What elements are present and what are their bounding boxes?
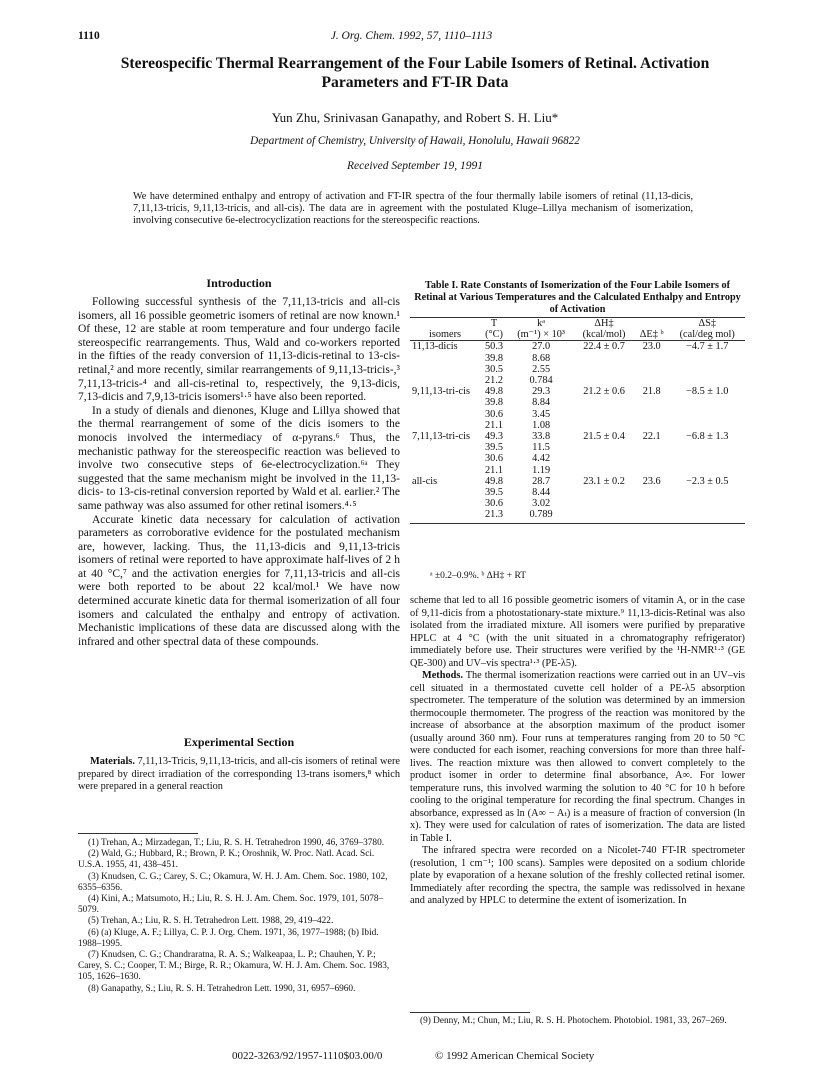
table-row — [410, 341, 745, 353]
table-cell — [634, 409, 670, 420]
table-header-cell: ΔE‡ ᵇ — [634, 329, 670, 341]
table-cell — [634, 397, 670, 408]
table-row — [410, 364, 745, 375]
table-header-cell: (°C) — [480, 329, 508, 341]
footnote-rule — [410, 1012, 530, 1013]
right-column-body — [410, 595, 745, 908]
table-cell: −8.5 ± 1.0 — [686, 386, 729, 398]
table-cell — [669, 375, 745, 386]
table-cell — [669, 509, 745, 523]
table-cell — [634, 375, 670, 386]
table-cell: 0.784 — [529, 375, 553, 387]
table-cell — [574, 487, 634, 498]
table-caption: Table I. Rate Constants of Isomerization of the Four Labile Isomers of Retinal at Various Temperatures and the Calculated Enthalpy and Entropy of Activation — [414, 280, 741, 315]
table-cell: 2.55 — [532, 363, 551, 375]
table-cell: 3.45 — [532, 408, 551, 420]
intro-paragraph: In a study of dienals and dienones, Kluge and Lillya showed that the thermal rearrangement of some of the dicis isomers to the monocis involved the intermediacy of α-pyrans.⁶ Thus, the mechanistic pathway for the stereospecific reaction was believed to involve two consecutive steps of 6e-electrocyclization.⁶ᵃ They suggested that the same mechanism might be involved in the 11,13-dicis- to 13-cis-retinal conversion reported by Wald et al. earlier.² The same pathway was also assumed for other retinal isomers.⁴·⁵ — [78, 404, 400, 512]
received-date: Received September 19, 1991 — [346, 160, 484, 172]
table-cell: 50.3 — [485, 341, 504, 353]
footnote: (3) Knudsen, C. G.; Carey, S. C.; Okamura, W. H. J. Am. Chem. Soc. 1980, 102, 6355–6356. — [78, 871, 388, 893]
table-row — [410, 442, 745, 453]
table-cell: 30.6 — [485, 453, 504, 465]
table-cell: 8.84 — [532, 397, 551, 409]
table-cell — [410, 487, 480, 498]
table-header-cell: (m⁻¹) × 10³ — [508, 329, 574, 341]
table-cell: 0.789 — [508, 509, 574, 523]
table-header-cell: (kcal/mol) — [574, 329, 634, 341]
table-cell — [669, 397, 745, 408]
table-cell — [574, 465, 634, 476]
table-cell — [669, 453, 745, 464]
table-cell — [574, 353, 634, 364]
table-cell — [574, 420, 634, 431]
table-cell — [634, 498, 670, 509]
table-cell: 23.6 — [642, 475, 661, 487]
table-footnote: ᵃ ±0.2–0.9%. ᵇ ΔH‡ + RT — [430, 571, 527, 581]
table-cell — [410, 420, 480, 431]
table-cell: 7,11,13-tri-cis — [412, 431, 470, 443]
table-cell — [410, 364, 480, 375]
table-cell: 9,11,13-tri-cis — [412, 386, 470, 398]
table-cell — [410, 509, 480, 523]
table-cell — [634, 353, 670, 364]
affiliation: Department of Chemistry, University of Hawaii, Honolulu, Hawaii 96822 — [250, 135, 580, 147]
table-row — [410, 465, 745, 476]
table-cell — [669, 409, 745, 420]
table-cell: 21.1 — [485, 419, 504, 431]
table-cell: 21.5 ± 0.4 — [583, 431, 625, 443]
table-header-cell: kᵃ — [537, 318, 546, 329]
table-cell: 8.68 — [532, 352, 551, 364]
table-cell: 21.8 — [642, 386, 661, 398]
table-cell: 21.1 — [485, 464, 504, 476]
table-cell: 39.8 — [485, 397, 504, 409]
table-cell: 1.08 — [532, 419, 551, 431]
table-cell — [669, 442, 745, 453]
copyright: © 1992 American Chemical Society — [435, 1050, 595, 1062]
table-cell: 39.5 — [485, 442, 504, 454]
footnote: (9) Denny, M.; Chun, M.; Liu, R. S. H. Photochem. Photobiol. 1981, 33, 267–269. — [420, 1016, 727, 1026]
table-cell: 29.3 — [532, 386, 551, 398]
table-header-cell: ΔS‡ — [698, 318, 716, 329]
table-cell: 49.8 — [485, 475, 504, 487]
authors: Yun Zhu, Srinivasan Ganapathy, and Robert S. H. Liu* — [271, 110, 559, 125]
table-cell — [669, 420, 745, 431]
table-header-cell: T — [490, 318, 498, 329]
table-cell: 8.44 — [532, 487, 551, 499]
table-row — [410, 431, 745, 442]
table-cell — [634, 487, 670, 498]
table-cell: 33.8 — [532, 431, 551, 443]
table-cell: 3.02 — [532, 498, 551, 510]
abstract: We have determined enthalpy and entropy of activation and FT-IR spectra of the four thermally labile isomers of retinal (11,13-dicis, 7,11,13-tricis, 9,11,13-tricis, and all-cis). The data are in agreement with the postulated Kluge–Lillya mechanism of isomerization, involving consecutive 6e-electrocyclization reactions for the stereospecific reactions. — [133, 191, 693, 227]
materials-paragraph — [78, 756, 400, 794]
table-cell — [410, 409, 480, 420]
journal-header: J. Org. Chem. 1992, 57, 1110–1113 — [330, 30, 493, 42]
table-row — [410, 453, 745, 464]
footnote-rule — [78, 833, 198, 834]
rate-constants-table — [410, 317, 745, 524]
table-cell: 21.2 ± 0.6 — [583, 386, 625, 398]
table-cell — [634, 420, 670, 431]
table-cell: −4.7 ± 1.7 — [686, 341, 729, 353]
table-cell — [574, 509, 634, 523]
table-row — [410, 420, 745, 431]
scheme-paragraph: scheme that led to all 16 possible geometric isomers of vitamin A, or in the case of 9,11-dicis from a photostationary-state mixture.⁹ 11,13-dicis-Retinal was also isolated from the irradiated mixture. All isomers were purified by preparative HPLC at 4 °C (with the unit situated in a chromatography refrigerator) immediately before use. Their structures were verified by the ¹H-NMR¹·³ (GE QE-300) and UV–vis spectra¹·³ (PE-λ5). — [410, 595, 745, 669]
table-cell — [410, 375, 480, 386]
table-cell — [574, 409, 634, 420]
table-cell: 21.2 — [485, 375, 504, 387]
footnote: (8) Ganapathy, S.; Liu, R. S. H. Tetrahedron Lett. 1990, 31, 6957–6960. — [88, 983, 356, 994]
table-row — [410, 409, 745, 420]
table-cell — [634, 442, 670, 453]
table-cell — [574, 453, 634, 464]
table-row — [410, 386, 745, 397]
table-cell — [669, 364, 745, 375]
table-cell — [669, 465, 745, 476]
table-cell: 39.8 — [485, 352, 504, 364]
article-code: 0022-3263/92/1957-1110$03.00/0 — [232, 1050, 383, 1062]
footnote: (4) Kini, A.; Matsumoto, H.; Liu, R. S. H. J. Am. Chem. Soc. 1979, 101, 5078–5079. — [78, 894, 384, 916]
table-cell: 49.8 — [485, 386, 504, 398]
table-cell: 28.7 — [532, 475, 551, 487]
table-cell: 1.19 — [532, 464, 551, 476]
table-row — [410, 375, 745, 386]
table-cell: 30.6 — [485, 408, 504, 420]
table-cell: 11.5 — [532, 442, 550, 454]
table-row — [410, 498, 745, 509]
materials-text: 7,11,13-Tricis, 9,11,13-tricis, and all-cis isomers of retinal were prepared by direct irradiation of the corresponding 13-trans isomers,⁸ which were prepared in a general reaction — [78, 756, 400, 792]
table-header-cell: ΔH‡ — [594, 318, 614, 329]
table-cell: 27.0 — [532, 341, 551, 353]
table-cell — [669, 487, 745, 498]
table-cell: 23.0 — [642, 341, 661, 353]
table-cell: 30.6 — [485, 498, 504, 510]
table-cell — [634, 509, 670, 523]
table-cell: −6.8 ± 1.3 — [686, 431, 729, 443]
table-row — [410, 353, 745, 364]
table-cell — [410, 442, 480, 453]
table-cell: 23.1 ± 0.2 — [583, 475, 625, 487]
methods-label: Methods. — [422, 670, 463, 681]
table-cell: 4.42 — [532, 453, 551, 465]
footnote: (1) Trehan, A.; Mirzadegan, T.; Liu, R. S. H. Tetrahedron 1990, 46, 3769–3780. — [88, 838, 385, 848]
footnote: (7) Knudsen, C. G.; Chandraratna, R. A. S.; Walkeapaa, L. P.; Chauhen, Y. P.; Carey, S. C.; Cooper, T. M.; Birge, R. R.; Okamura, W. H. J. Am. Chem. Soc. 1983, 105, 1626–1630. — [78, 950, 390, 983]
table-header-cell — [410, 318, 480, 330]
table-cell — [410, 498, 480, 509]
materials-label: Materials. — [90, 756, 135, 767]
table-cell: 39.5 — [485, 487, 504, 499]
table-cell: 21.3 — [480, 509, 508, 523]
methods-text: The thermal isomerization reactions were carried out in an UV–vis cell situated in a thermostated cuvette cell holder of a PE-λ5 absorption spectrometer. The temperature of the solution was determined by an immersion thermocouple thermometer. The progress of the reaction was monitored by the increase of absorbance at the absorption maximum of the product isomer (usually around 360 nm). Four runs at temperatures ranging from 20 to 50 °C were conducted for each isomer, reaching conversions for more than three half-lives. The reaction mixture was then allowed to convert completely to the product isomer in order to determine final absorbance, A∞. For lower temperature runs, this involved warming the solution to 40 °C for 10 h before cooling to the original temperature for recording the final spectrum. Changes in absorbance, expressed as ln (A∞ − Aₜ) is a measure of fraction of conversion (ln x). They were used for calculation of rates of isomerization. The data are listed in Table I. — [410, 670, 745, 844]
table-cell — [634, 453, 670, 464]
table-cell: 22.1 — [642, 431, 661, 443]
experimental-heading: Experimental Section — [183, 735, 295, 749]
table-row — [410, 476, 745, 487]
intro-paragraph: Following successful synthesis of the 7,11,13-tricis and all-cis isomers, all 16 possible geometric isomers of retinal are now known.¹ Of these, 12 are stable at room temperature and four undergo facile stereospecific rearrangements. Thus, Wald and co-workers reported in the fifties of the ready conversion of 11,13-dicis-retinal to 13-cis-retinal,² and more recently, similar rearrangements of 9,11,13-tricis-,³ 7,11,13-tricis-⁴ and all-cis-retinal to, respectively, the 9,13-dicis, 7,13-dicis and 7,9,13-tricis isomers¹·⁵ have also been reported. — [78, 296, 400, 404]
table-row — [410, 487, 745, 498]
table-cell: 11,13-dicis — [412, 341, 458, 353]
table-container — [410, 317, 745, 524]
table-cell: 49.3 — [485, 431, 504, 443]
introduction-body — [78, 296, 400, 649]
table-cell — [634, 364, 670, 375]
table-cell — [410, 453, 480, 464]
table-cell — [410, 353, 480, 364]
table-cell — [574, 375, 634, 386]
table-cell: −2.3 ± 0.5 — [686, 475, 729, 487]
footnotes-left — [78, 838, 400, 995]
table-header-cell — [634, 318, 670, 330]
page-number: 1110 — [78, 30, 100, 42]
footnote-right — [410, 1016, 745, 1027]
introduction-heading: Introduction — [206, 276, 272, 290]
intro-paragraph: Accurate kinetic data necessary for calculation of activation parameters as corroborative evidence for the postulated mechanism are, however, lacking. Thus, the 11,13-dicis and 9,11,13-tricis isomers of retinal were reported to have approximate half-lives of 2 h at 40 °C,⁷ and the activation energies for 7,11,13-tricis and all-cis were both reported to be about 22 kcal/mol.¹ We have now determined accurate kinetic data for thermal isomerization of all four isomers and calculated the enthalpy and entropy of activation. Mechanistic implications of these data are discussed along with the infrared and other spectral data of these compounds. — [78, 513, 400, 648]
table-cell — [574, 397, 634, 408]
footnote: (2) Wald, G.; Hubbard, R.; Brown, P. K.; Oroshnik, W. Proc. Natl. Acad. Sci. U.S.A. 1955, 41, 438–451. — [78, 849, 375, 871]
article-title: Stereospecific Thermal Rearrangement of the Four Labile Isomers of Retinal. Activation Parameters and FT-IR Data — [120, 55, 710, 91]
table-row — [410, 397, 745, 408]
footnote: (5) Trehan, A.; Liu, R. S. H. Tetrahedron Lett. 1988, 29, 419–422. — [88, 916, 334, 927]
ir-paragraph: The infrared spectra were recorded on a Nicolet-740 FT-IR spectrometer (resolution, 1 cm⁻¹; 100 scans). Samples were deposited on a sodium chloride plate by evaporation of a hexane solution of the freshly collected retinal isomer. Immediately after recording the spectra, the sample was redissolved in hexane and analyzed by HPLC to determine the extent of isomerization. In — [410, 845, 745, 906]
table-header-cell: (cal/deg mol) — [669, 329, 745, 341]
table-body — [410, 341, 745, 523]
footnote: (6) (a) Kluge, A. F.; Lillya, C. P. J. Org. Chem. 1971, 36, 1977–1988; (b) Ibid. 1988–1995. — [78, 927, 379, 949]
table-cell: all-cis — [412, 475, 438, 487]
table-header-cell: isomers — [410, 329, 480, 341]
table-cell — [669, 353, 745, 364]
table-row — [410, 509, 745, 523]
table-cell — [574, 498, 634, 509]
table-cell — [574, 364, 634, 375]
table-cell — [669, 498, 745, 509]
table-cell: 22.4 ± 0.7 — [583, 341, 625, 353]
table-cell — [410, 397, 480, 408]
table-cell — [574, 442, 634, 453]
table-cell: 30.5 — [485, 363, 504, 375]
table-cell — [634, 465, 670, 476]
table-cell — [410, 465, 480, 476]
